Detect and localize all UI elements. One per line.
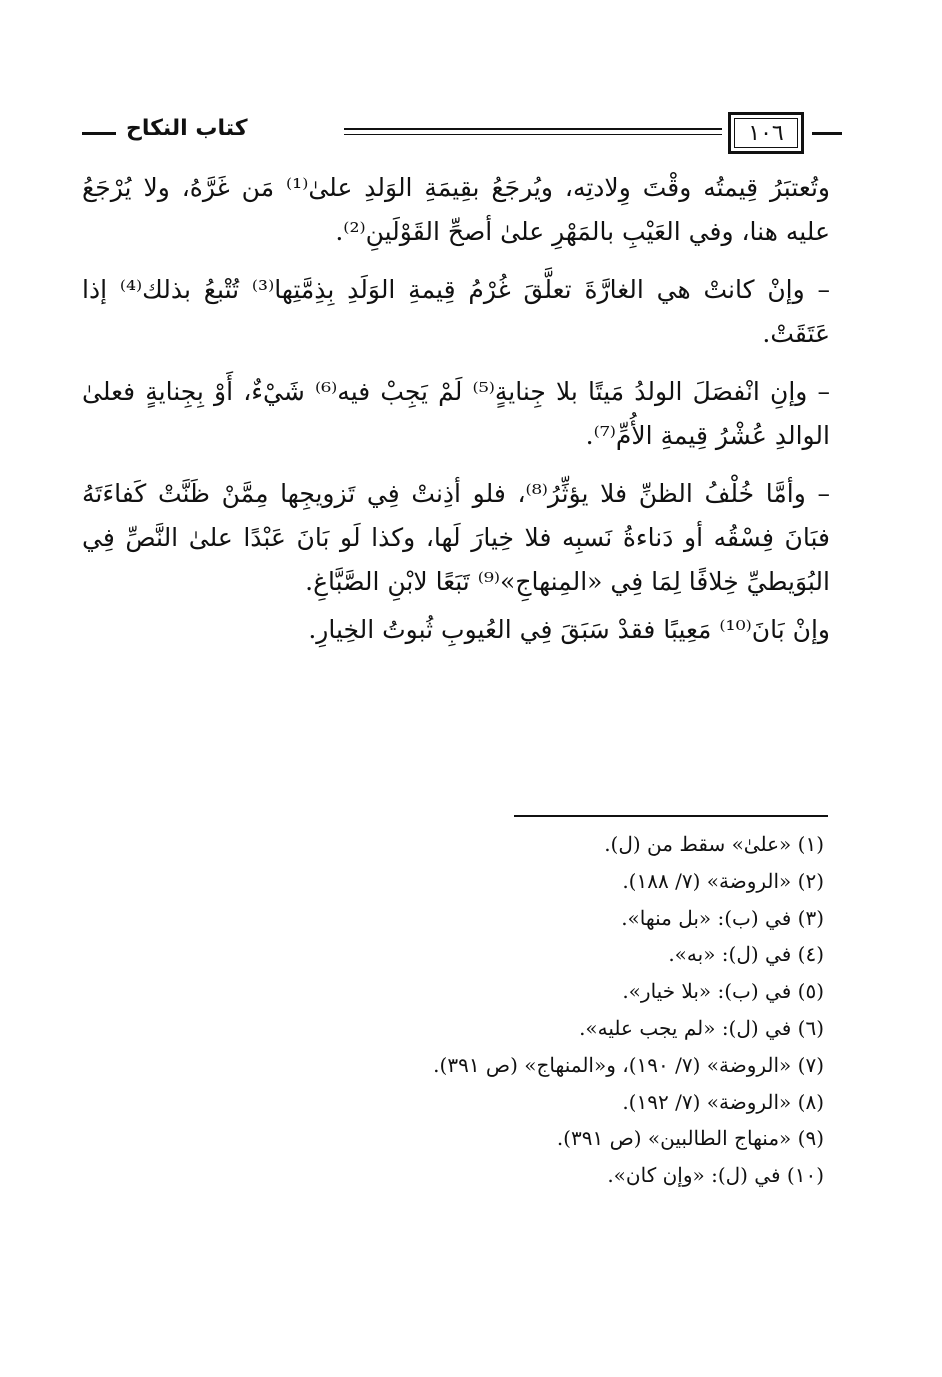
- paragraph-2: – وإنْ كانتْ هي الغارَّةَ تعلَّقَ غُرْمُ قِيمةِ الوَلَدِ بِذِمَّتِها⁽³⁾ تُتْبعُ بذلك⁽⁴⁾ إذا عَتَقَتْ.: [82, 275, 830, 348]
- paragraph-1: وتُعتبَرُ قِيمتُه وقْتَ وِلادتِه، ويُرجَعُ بقِيمَةِ الوَلدِ علىٰ⁽¹⁾ مَن غَرَّهُ، ولا يُرْجَعُ عليه هنا، وفي العَيْبِ بالمَهْرِ علىٰ أصحِّ القَوْلَينِ⁽²⁾.: [82, 173, 830, 246]
- footnote-3: (٣) في (ب): «بل منها».: [621, 905, 824, 930]
- header-dash-left: [82, 132, 116, 135]
- footnote-1: (١) «علىٰ» سقط من (ل).: [604, 832, 824, 856]
- header-rule: [344, 128, 722, 130]
- footnote-7: (٧) «الروضة» (٧/ ١٩٠)، و«المنهاج» (ص ٣٩١).: [433, 1052, 824, 1077]
- footnote-2: (٢) «الروضة» (٧/ ١٨٨).: [622, 868, 824, 893]
- footnote-8: (٨) «الروضة» (٧/ ١٩٢).: [622, 1089, 824, 1114]
- header-rule-thin: [344, 134, 722, 135]
- footnote-5: (٥) في (ب): «بلا خيار».: [622, 979, 824, 1004]
- page-number-box: [728, 112, 804, 154]
- paragraph-4: – وأمَّا خُلْفُ الظنِّ فلا يؤثِّرُ⁽⁸⁾، فلو أذِنتْ فِي تَزويجِها مِمَّنْ ظَنَّتْ كَفاءَتَهُ فبَانَ فِسْقُه أو دَناءةُ نَسبِه فلا خِيارَ لَها، وكذا لَو بَانَ عَبْدًا علىٰ النَّصِّ فِي البُوَيطيِّ خِلافًا لِمَا فِي «المِنهاجِ»⁽⁹⁾ تَبَعًا لابْنِ الصَّبَّاغِ.: [82, 479, 831, 596]
- paragraph-3: – وإنِ انْفصَلَ الولدُ مَيتًا بلا جِنايةٍ⁽⁵⁾ لَمْ يَجِبْ فيه⁽⁶⁾ شَيْءٌ، أَوْ بِجِنايةٍ فعلىٰ الوالدِ عُشْرُ قِيمةِ الأُمِّ⁽⁷⁾.: [82, 377, 830, 450]
- header-dash-right: [812, 132, 842, 135]
- footnote-6: (٦) في (ل): «لم يجب عليه».: [579, 1015, 824, 1040]
- footnote-4: (٤) في (ل): «به».: [668, 942, 824, 967]
- footnote-divider: [514, 815, 828, 817]
- footnote-9: (٩) «منهاج الطالبين» (ص ٣٩١).: [556, 1126, 824, 1151]
- paragraph-5: وإنْ بَانَ⁽¹⁰⁾ مَعِيبًا فقدْ سَبَقَ فِي العُيوبِ ثُبوتُ الخِيارِ.: [308, 615, 830, 644]
- footnote-10: (١٠) في (ل): «وإن كان».: [607, 1163, 824, 1188]
- page-number: ١٠٦: [734, 118, 798, 148]
- running-header: [82, 112, 842, 156]
- main-text: [82, 166, 830, 666]
- chapter-title: كتاب النكاح: [126, 116, 248, 141]
- footnotes: [120, 826, 824, 1194]
